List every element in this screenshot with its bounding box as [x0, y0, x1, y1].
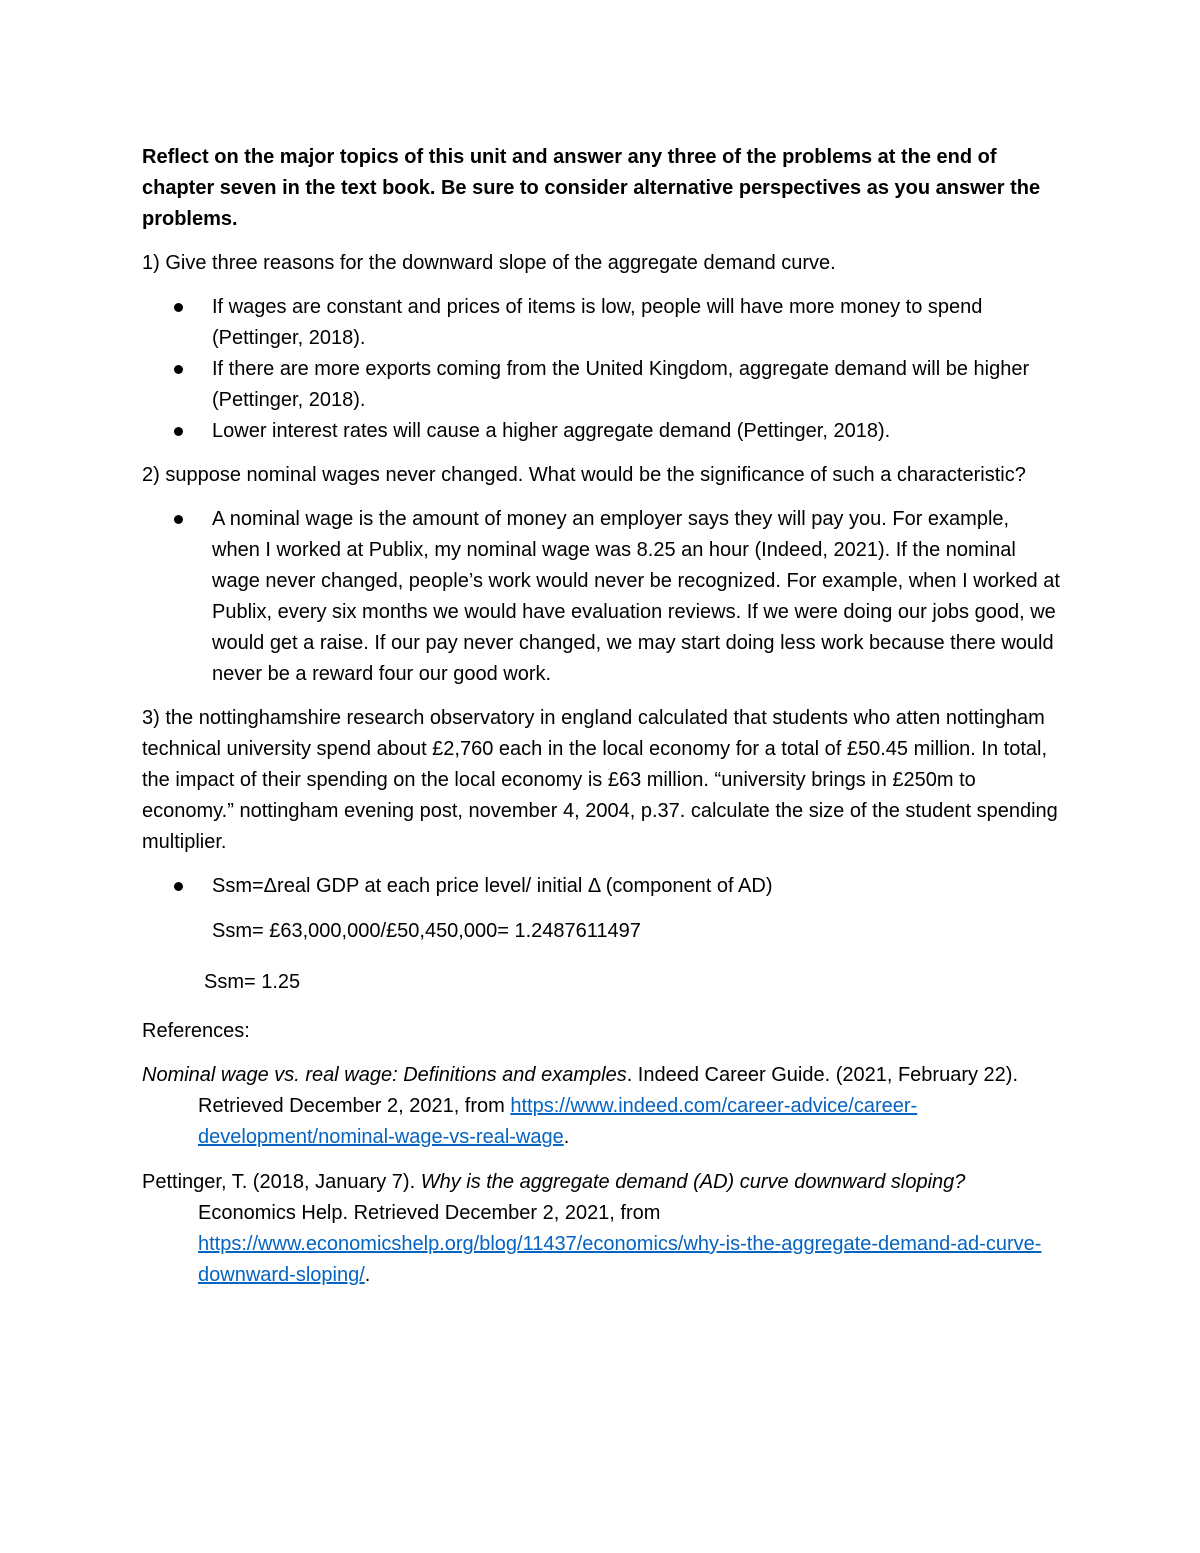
reference-link[interactable]: https://www.economicshelp.org/blog/11437/economics/why-is-the-aggregate-demand-ad-curve-downward-sloping/ — [198, 1233, 1042, 1286]
question-3-bullet-list — [142, 871, 1062, 902]
reference-title: Nominal wage vs. real wage: Definitions and examples — [142, 1064, 627, 1086]
bullet-text: A nominal wage is the amount of money an employer says they will pay you. For example, when I worked at Publix, my nominal wage was 8.25 an hour (Indeed, 2021). If the nominal wage never changed, people’s work would never be recognized. For example, when I worked at Publix, every six months we would have evaluation reviews. If we were doing our jobs good, we would get a raise. If our pay never changed, we may start doing less work because there would never be a reward four our good work. — [212, 508, 1060, 685]
reference-indeed — [142, 1060, 1062, 1153]
bullet-icon — [174, 365, 183, 374]
reference-link[interactable]: https://www.indeed.com/career-advice/career-development/nominal-wage-vs-real-wage — [198, 1095, 918, 1148]
bullet-icon — [174, 427, 183, 436]
multiplier-calculation: Ssm= £63,000,000/£50,450,000= 1.2487611497 — [212, 920, 641, 942]
bullet-icon — [174, 515, 183, 524]
multiplier-result: Ssm= 1.25 — [204, 971, 301, 993]
question-2: 2) suppose nominal wages never changed. What would be the significance of such a characteristic? — [142, 464, 1026, 486]
references-heading: References: — [142, 1020, 250, 1042]
reference-end: . — [364, 1264, 371, 1286]
reference-end: . — [563, 1126, 570, 1148]
reference-author: Pettinger, T. (2018, January 7). — [142, 1171, 421, 1193]
bullet-icon — [174, 882, 183, 891]
list-item — [142, 292, 1062, 354]
reference-pettinger — [142, 1167, 1062, 1291]
document-page — [142, 142, 1062, 1305]
bullet-text: If there are more exports coming from the United Kingdom, aggregate demand will be higher (Pettinger, 2018). — [212, 358, 1030, 411]
reference-title: Why is the aggregate demand (AD) curve downward sloping? — [420, 1171, 966, 1193]
reference-source: . Indeed Career Guide. (2021, February 22). Retrieved December 2, 2021, from — [198, 1064, 1019, 1117]
bullet-text: Lower interest rates will cause a higher aggregate demand (Pettinger, 2018). — [212, 420, 891, 442]
bullet-text: Ssm=Δreal GDP at each price level/ initial Δ (component of AD) — [212, 875, 773, 897]
list-item — [142, 871, 1062, 902]
question-1-bullet-list — [142, 292, 1062, 447]
question-1: 1) Give three reasons for the downward slope of the aggregate demand curve. — [142, 252, 836, 274]
list-item — [142, 354, 1062, 416]
question-2-bullet-list — [142, 504, 1062, 690]
reference-source: Economics Help. Retrieved December 2, 2021, from — [198, 1202, 661, 1224]
bullet-text: If wages are constant and prices of items is low, people will have more money to spend (Pettinger, 2018). — [212, 296, 983, 349]
intro-paragraph: Reflect on the major topics of this unit and answer any three of the problems at the end of chapter seven in the text book. Be sure to consider alternative perspectives as you answer the problems. — [142, 146, 1041, 230]
list-item — [142, 504, 1062, 690]
bullet-icon — [174, 303, 183, 312]
list-item — [142, 416, 1062, 447]
question-3: 3) the nottinghamshire research observatory in england calculated that students who atten nottingham technical university spend about £2,760 each in the local economy for a total of £50.45 million. In total, the impact of their spending on the local economy is £63 million. “university brings in £250m to economy.” nottingham evening post, november 4, 2004, p.37. calculate the size of the student spending multiplier. — [142, 707, 1058, 853]
